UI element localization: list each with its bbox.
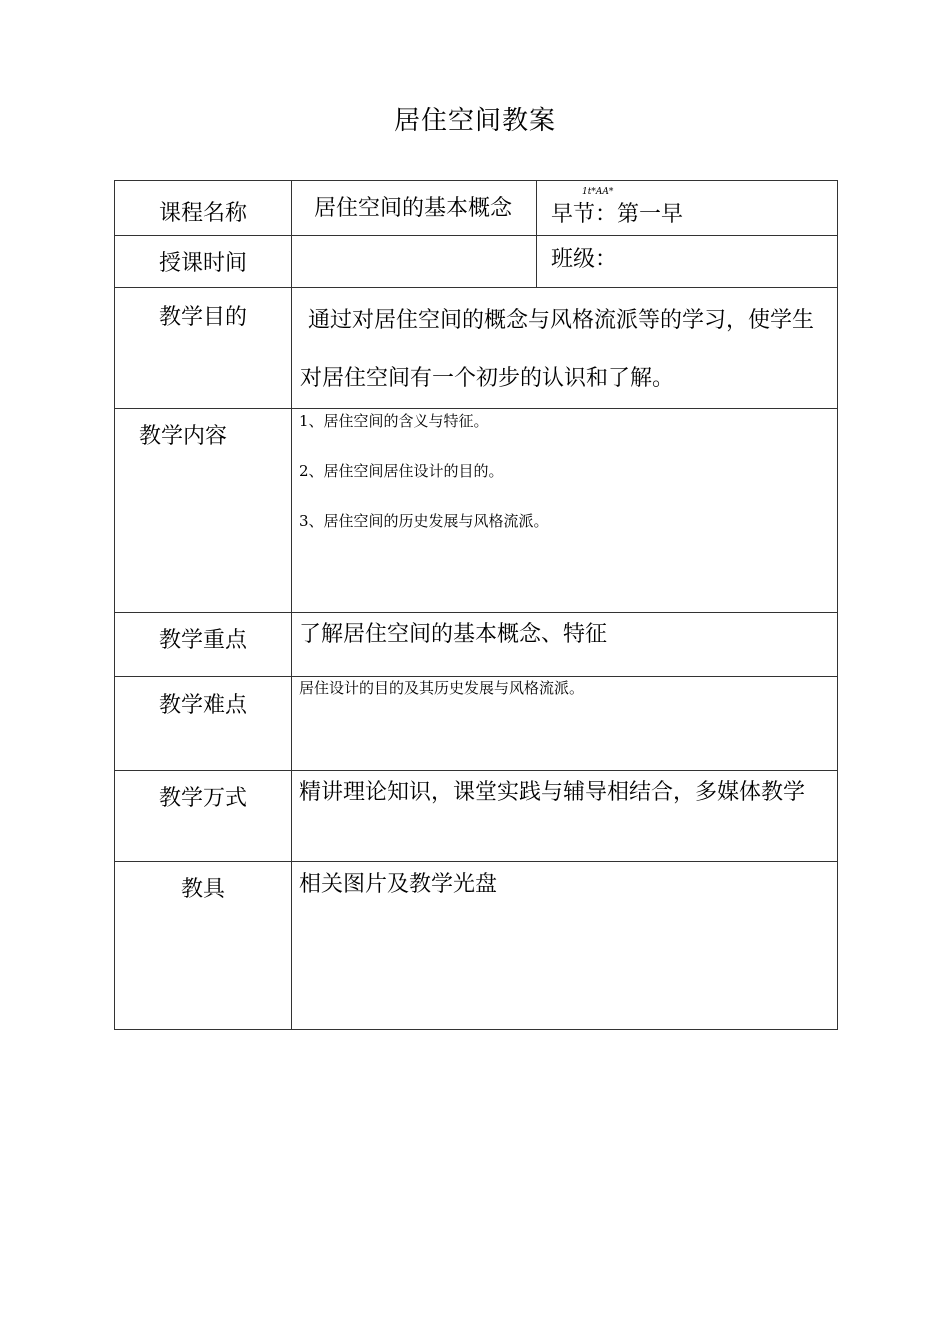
difficulty-label: 教学难点 [158,693,247,718]
key-label: 教学重点 [158,628,247,653]
key-value: 了解居住空间的基本概念、特征 [299,622,608,647]
chapter-cell [537,181,838,236]
list-item: 2、居住空间居住设计的目的。 [299,462,504,480]
course-name-value-cell [292,181,537,236]
method-value-cell [292,771,838,862]
tools-label-cell [115,862,292,1030]
chapter-value: 早节：第一早 [551,202,684,227]
time-value [292,236,536,246]
purpose-label: 教学目的 [158,305,247,330]
purpose-value-cell [292,288,838,409]
method-label-cell [115,771,292,862]
table-row-time [115,236,838,288]
table-row-course [115,181,838,236]
table-row-purpose [115,288,838,409]
class-cell [537,236,838,288]
tools-label: 教具 [181,877,226,902]
chapter-note: 1t*AA* [582,187,614,197]
purpose-label-cell [115,288,292,409]
difficulty-value-cell [292,677,838,771]
time-value-cell [292,236,537,288]
difficulty-value: 居住设计的目的及其历史发展与风格流派。 [299,679,585,697]
key-value-cell [292,613,838,677]
time-label: 授课时间 [158,251,247,276]
course-name-label: 课程名称 [158,201,247,226]
table-row-key-points [115,613,838,677]
table-row-content [115,409,838,613]
content-value-cell [292,409,838,613]
lesson-plan-table [114,180,838,1030]
content-label-cell [115,409,292,613]
content-label: 教学内容 [138,424,227,449]
tools-value: 相关图片及教学光盘 [299,872,498,897]
table-row-tools [115,862,838,1030]
key-label-cell [115,613,292,677]
list-item: 3、居住空间的历史发展与风格流派。 [299,512,549,530]
purpose-value: 通过对居住空间的概念与风格流派等的学习，使学生对居住空间有一个初步的认识和了解。 [300,308,815,391]
course-name-label-cell [115,181,292,236]
class-value: 班级： [551,247,618,272]
difficulty-label-cell [115,677,292,771]
list-item: 1、居住空间的含义与特征。 [299,412,489,430]
page-title: 居住空间教案 [393,106,556,136]
time-label-cell [115,236,292,288]
table-row-difficulty [115,677,838,771]
tools-value-cell [292,862,838,1030]
table-row-method [115,771,838,862]
method-value: 精讲理论知识，课堂实践与辅导相结合，多媒体教学 [299,780,806,805]
course-name-value: 居住空间的基本概念 [314,196,513,221]
method-label: 教学万式 [158,786,247,811]
